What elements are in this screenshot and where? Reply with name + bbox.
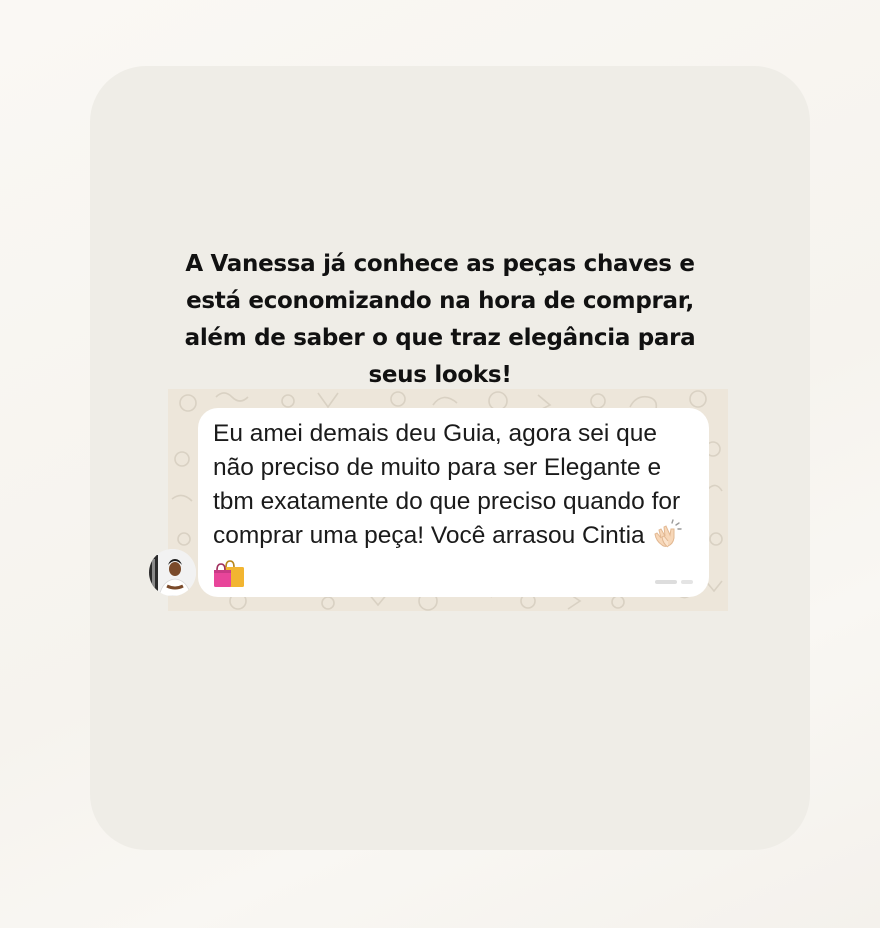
chat-message-bubble[interactable] bbox=[198, 408, 709, 597]
message-timestamp bbox=[655, 577, 695, 587]
clapping-hands-icon bbox=[652, 519, 682, 559]
avatar[interactable] bbox=[149, 549, 196, 596]
shopping-bags-icon bbox=[213, 559, 247, 599]
message-body: Eu amei demais deu Guia, agora sei que não preciso de muito para ser Elegante e tbm exatamente do que preciso quando for comprar uma peça! Você arrasou Cintia bbox=[213, 420, 681, 549]
testimonial-headline: A Vanessa já conhece as peças chaves e está economizando na hora de comprar, além de saber o que traz elegância para seus looks! bbox=[184, 251, 696, 388]
message-text bbox=[213, 417, 699, 599]
profile-photo bbox=[149, 549, 196, 596]
